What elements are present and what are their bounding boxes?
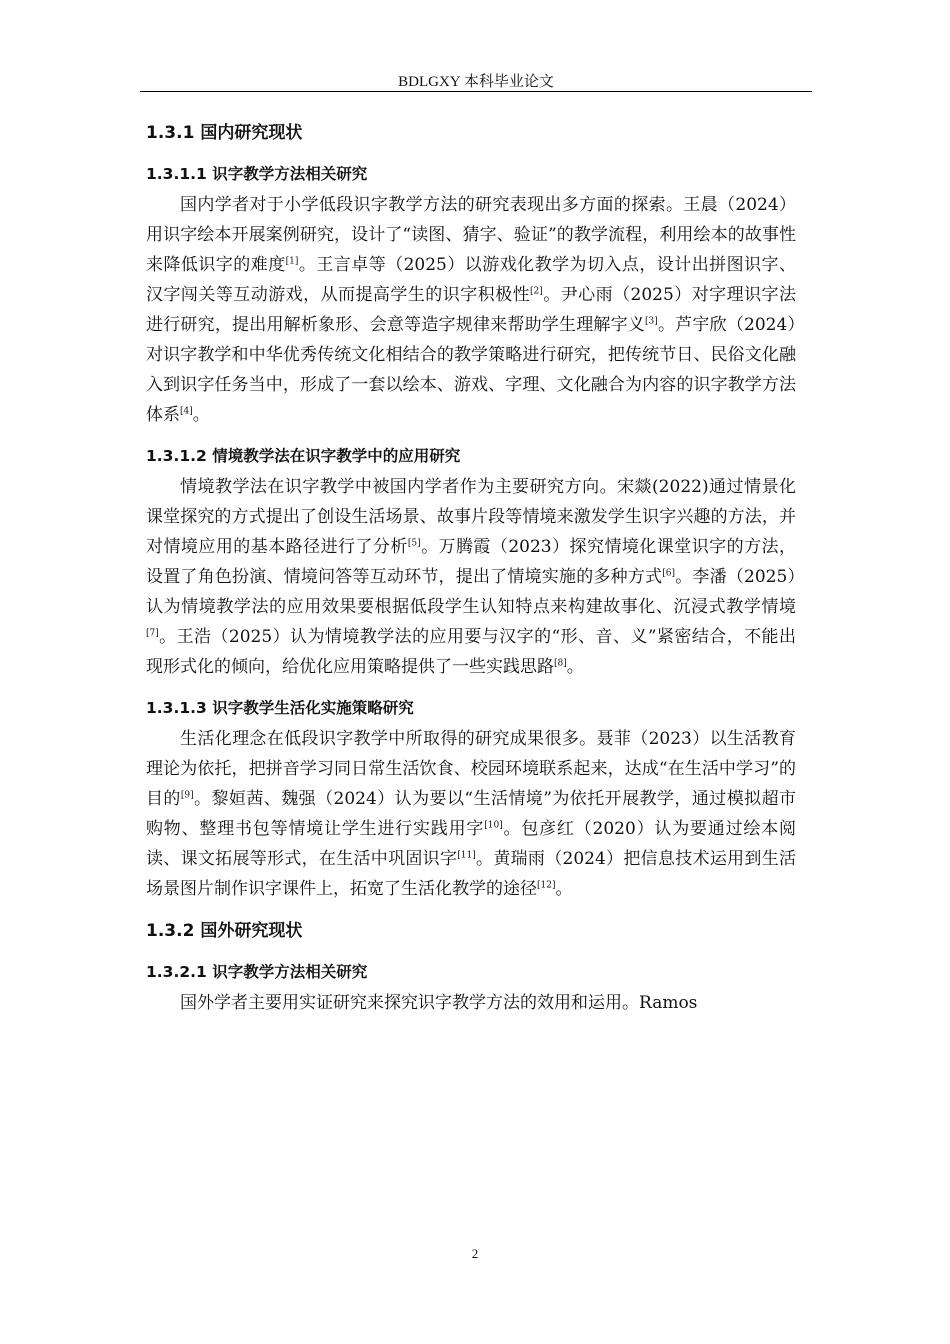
citation: [4] [180, 406, 193, 417]
heading-1-3-1-3: 1.3.1.3 识字教学生活化实施策略研究 [146, 699, 414, 717]
citation: [1] [285, 256, 299, 267]
header-rule [140, 91, 812, 92]
heading-1-3-2: 1.3.2 国外研究现状 [146, 921, 303, 941]
heading-1-3-1-2: 1.3.1.2 情境教学法在识字教学中的应用研究 [146, 447, 461, 465]
citation: [12] [537, 880, 556, 891]
document-body [146, 110, 796, 1034]
citation: [3] [645, 316, 658, 327]
citation: [7] [146, 628, 159, 639]
paragraph-1-3-2-1: 国外学者主要用实证研究来探究识字教学方法的效用和运用。Ramos [180, 993, 698, 1013]
citation: [2] [530, 286, 543, 297]
paragraph-1-3-1-2: 情境教学法在识字教学中被国内学者作为主要研究方向。宋燚(2022)通过情景化课堂探究的方式提出了创设生活场景、故事片段等情境来激发学生识字兴趣的方法，并对情境应用的基本路径进行了分析[5]。万腾霞（2023）探究情境化课堂识字的方法，设置了角色扮演、情境问答等互动环节，提出了情境实施的多种方式[6]。李潘（2025）认为情境教学法的应用效果要根据低段学生认知特点来构建故事化、沉浸式教学情境[7]。王浩（2025）认为情境教学法的应用要与汉字的“形、音、义”紧密结合，不能出现形式化的倾向，给优化应用策略提供了一些实践思路[8]。 [146, 477, 797, 677]
citation: [11] [457, 850, 476, 861]
page-header: BDLGXY 本科毕业论文 [398, 74, 554, 90]
heading-1-3-1: 1.3.1 国内研究现状 [146, 123, 303, 143]
citation: [6] [662, 568, 675, 579]
citation: [5] [407, 538, 421, 549]
citation: [9] [180, 790, 194, 801]
paragraph-1-3-1-1: 国内学者对于小学低段识字教学方法的研究表现出多方面的探索。王晨（2024）用识字绘本开展案例研究，设计了“读图、猜字、验证”的教学流程，利用绘本的故事性来降低识字的难度[1]。王言卓等（2025）以游戏化教学为切入点，设计出拼图识字、汉字闯关等互动游戏，从而提高学生的识字积极性[2]。尹心雨（2025）对字理识字法进行研究，提出用解析象形、会意等造字规律来帮助学生理解字义[3]。芦宇欣（2024）对识字教学和中华优秀传统文化相结合的教学策略进行研究，把传统节日、民俗文化融入到识字任务当中，形成了一套以绘本、游戏、字理、文化融合为内容的识字教学方法体系[4]。 [146, 195, 797, 425]
paragraph-1-3-1-3: 生活化理念在低段识字教学中所取得的研究成果很多。聂菲（2023）以生活教育理论为依托，把拼音学习同日常生活饮食、校园环境联系起来，达成“在生活中学习”的目的[9]。黎姮茜、魏强（2024）认为要以“生活情境”为依托开展教学，通过模拟超市购物、整理书包等情境让学生进行实践用字[10]。包彦红（2020）认为要通过绘本阅读、课文拓展等形式，在生活中巩固识字[11]。黄瑞雨（2024）把信息技术运用到生活场景图片制作识字课件上，拓宽了生活化教学的途径[12]。 [146, 729, 797, 899]
citation: [8] [554, 658, 567, 669]
page-number: 2 [471, 1246, 479, 1261]
heading-1-3-1-1: 1.3.1.1 识字教学方法相关研究 [146, 165, 368, 183]
citation: [10] [484, 820, 503, 831]
heading-1-3-2-1: 1.3.2.1 识字教学方法相关研究 [146, 963, 368, 981]
